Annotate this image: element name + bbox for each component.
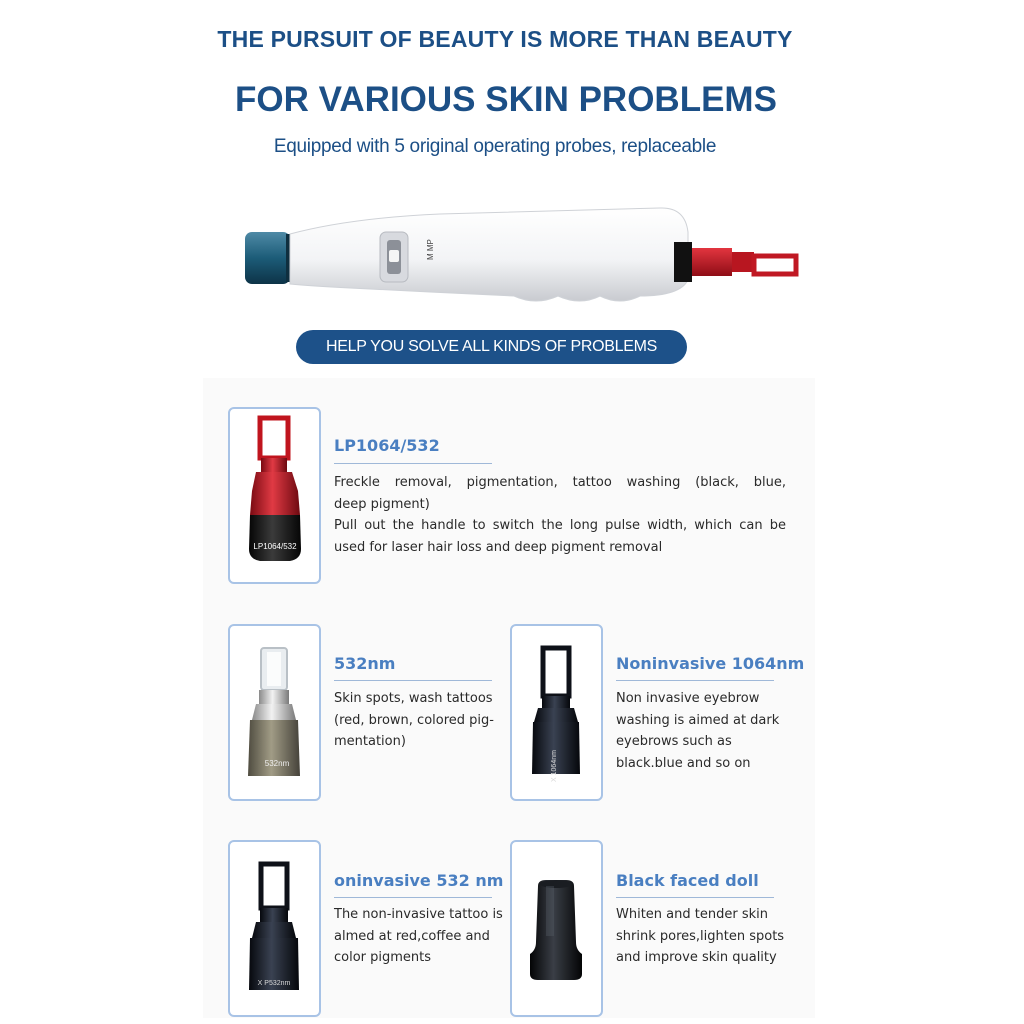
probe-description-line: Pull out the handle to switch the long pulse width, which can be [334,518,786,534]
probe-black-faced-doll-image [512,842,601,1015]
probe-description-line: The non-invasive tattoo is [334,907,503,922]
probe-image-frame [510,840,603,1017]
probe-description-line: Non invasive eyebrow [616,691,760,706]
probe-label: 532nm [264,759,290,768]
headline-subtitle: Equipped with 5 original operating probes, replaceable [273,136,717,157]
headline-main: FOR VARIOUS SKIN PROBLEMS [235,80,777,119]
handpiece-engraving: M MP [426,239,435,260]
probe-description-line: eyebrows such as [616,734,732,750]
probe-description [616,904,806,969]
headline-top: THE PURSUIT OF BEAUTY IS MORE THAN BEAUTY [217,26,793,52]
probe-description-line: (red, brown, colored pig- [334,712,494,728]
solutions-banner: HELP YOU SOLVE ALL KINDS OF PROBLEMS [296,330,687,364]
probe-description-line: Freckle removal, pigmentation, tattoo washing (black, blue, [334,475,786,490]
probe-title: 532nm [334,654,396,673]
probe-description-line: black.blue and so on [616,756,751,772]
probe-title-underline [334,897,492,898]
probe-description [334,904,514,969]
probe-description [334,688,504,753]
probe-label: X 1064nm [551,750,558,782]
probe-description-line: used for laser hair loss and deep pigment removal [334,540,663,556]
probe-label: LP1064/532 [253,542,297,551]
probe-image-frame [510,624,603,801]
probe-title: Black faced doll [616,871,759,890]
probe-title: Noninvasive 1064nm [616,654,805,673]
probe-title-underline [616,897,774,898]
probe-title-underline [334,680,492,681]
probe-description-line: mentation) [334,734,406,750]
probe-description-line: shrink pores,lighten spots [616,928,785,944]
probe-description-line: Whiten and tender skin [616,907,768,922]
probe-noninvasive-1064nm-image [512,626,601,799]
probe-title-underline [616,680,774,681]
probe-noninvasive-532nm-image [230,842,319,1015]
probe-description-line: washing is aimed at dark [616,712,780,728]
probe-description-line: almed at red,coffee and [334,928,490,944]
probe-description-line: and improve skin quality [616,950,777,966]
probe-title-underline [334,463,492,464]
probe-532nm-image [230,626,319,799]
handpiece-image [240,200,805,310]
probe-description [616,688,806,775]
probe-title: LP1064/532 [334,436,440,455]
probe-image-frame [228,624,321,801]
probe-description-line: deep pigment) [334,496,430,512]
probe-image-frame [228,407,321,584]
probe-description-line: color pigments [334,950,432,966]
probe-description [334,472,786,559]
probe-title: oninvasive 532 nm [334,871,504,890]
probe-lp1064-532-image [230,409,319,582]
probe-label: X P532nm [257,980,291,987]
probe-image-frame [228,840,321,1017]
probe-description-line: Skin spots, wash tattoos [334,691,493,706]
